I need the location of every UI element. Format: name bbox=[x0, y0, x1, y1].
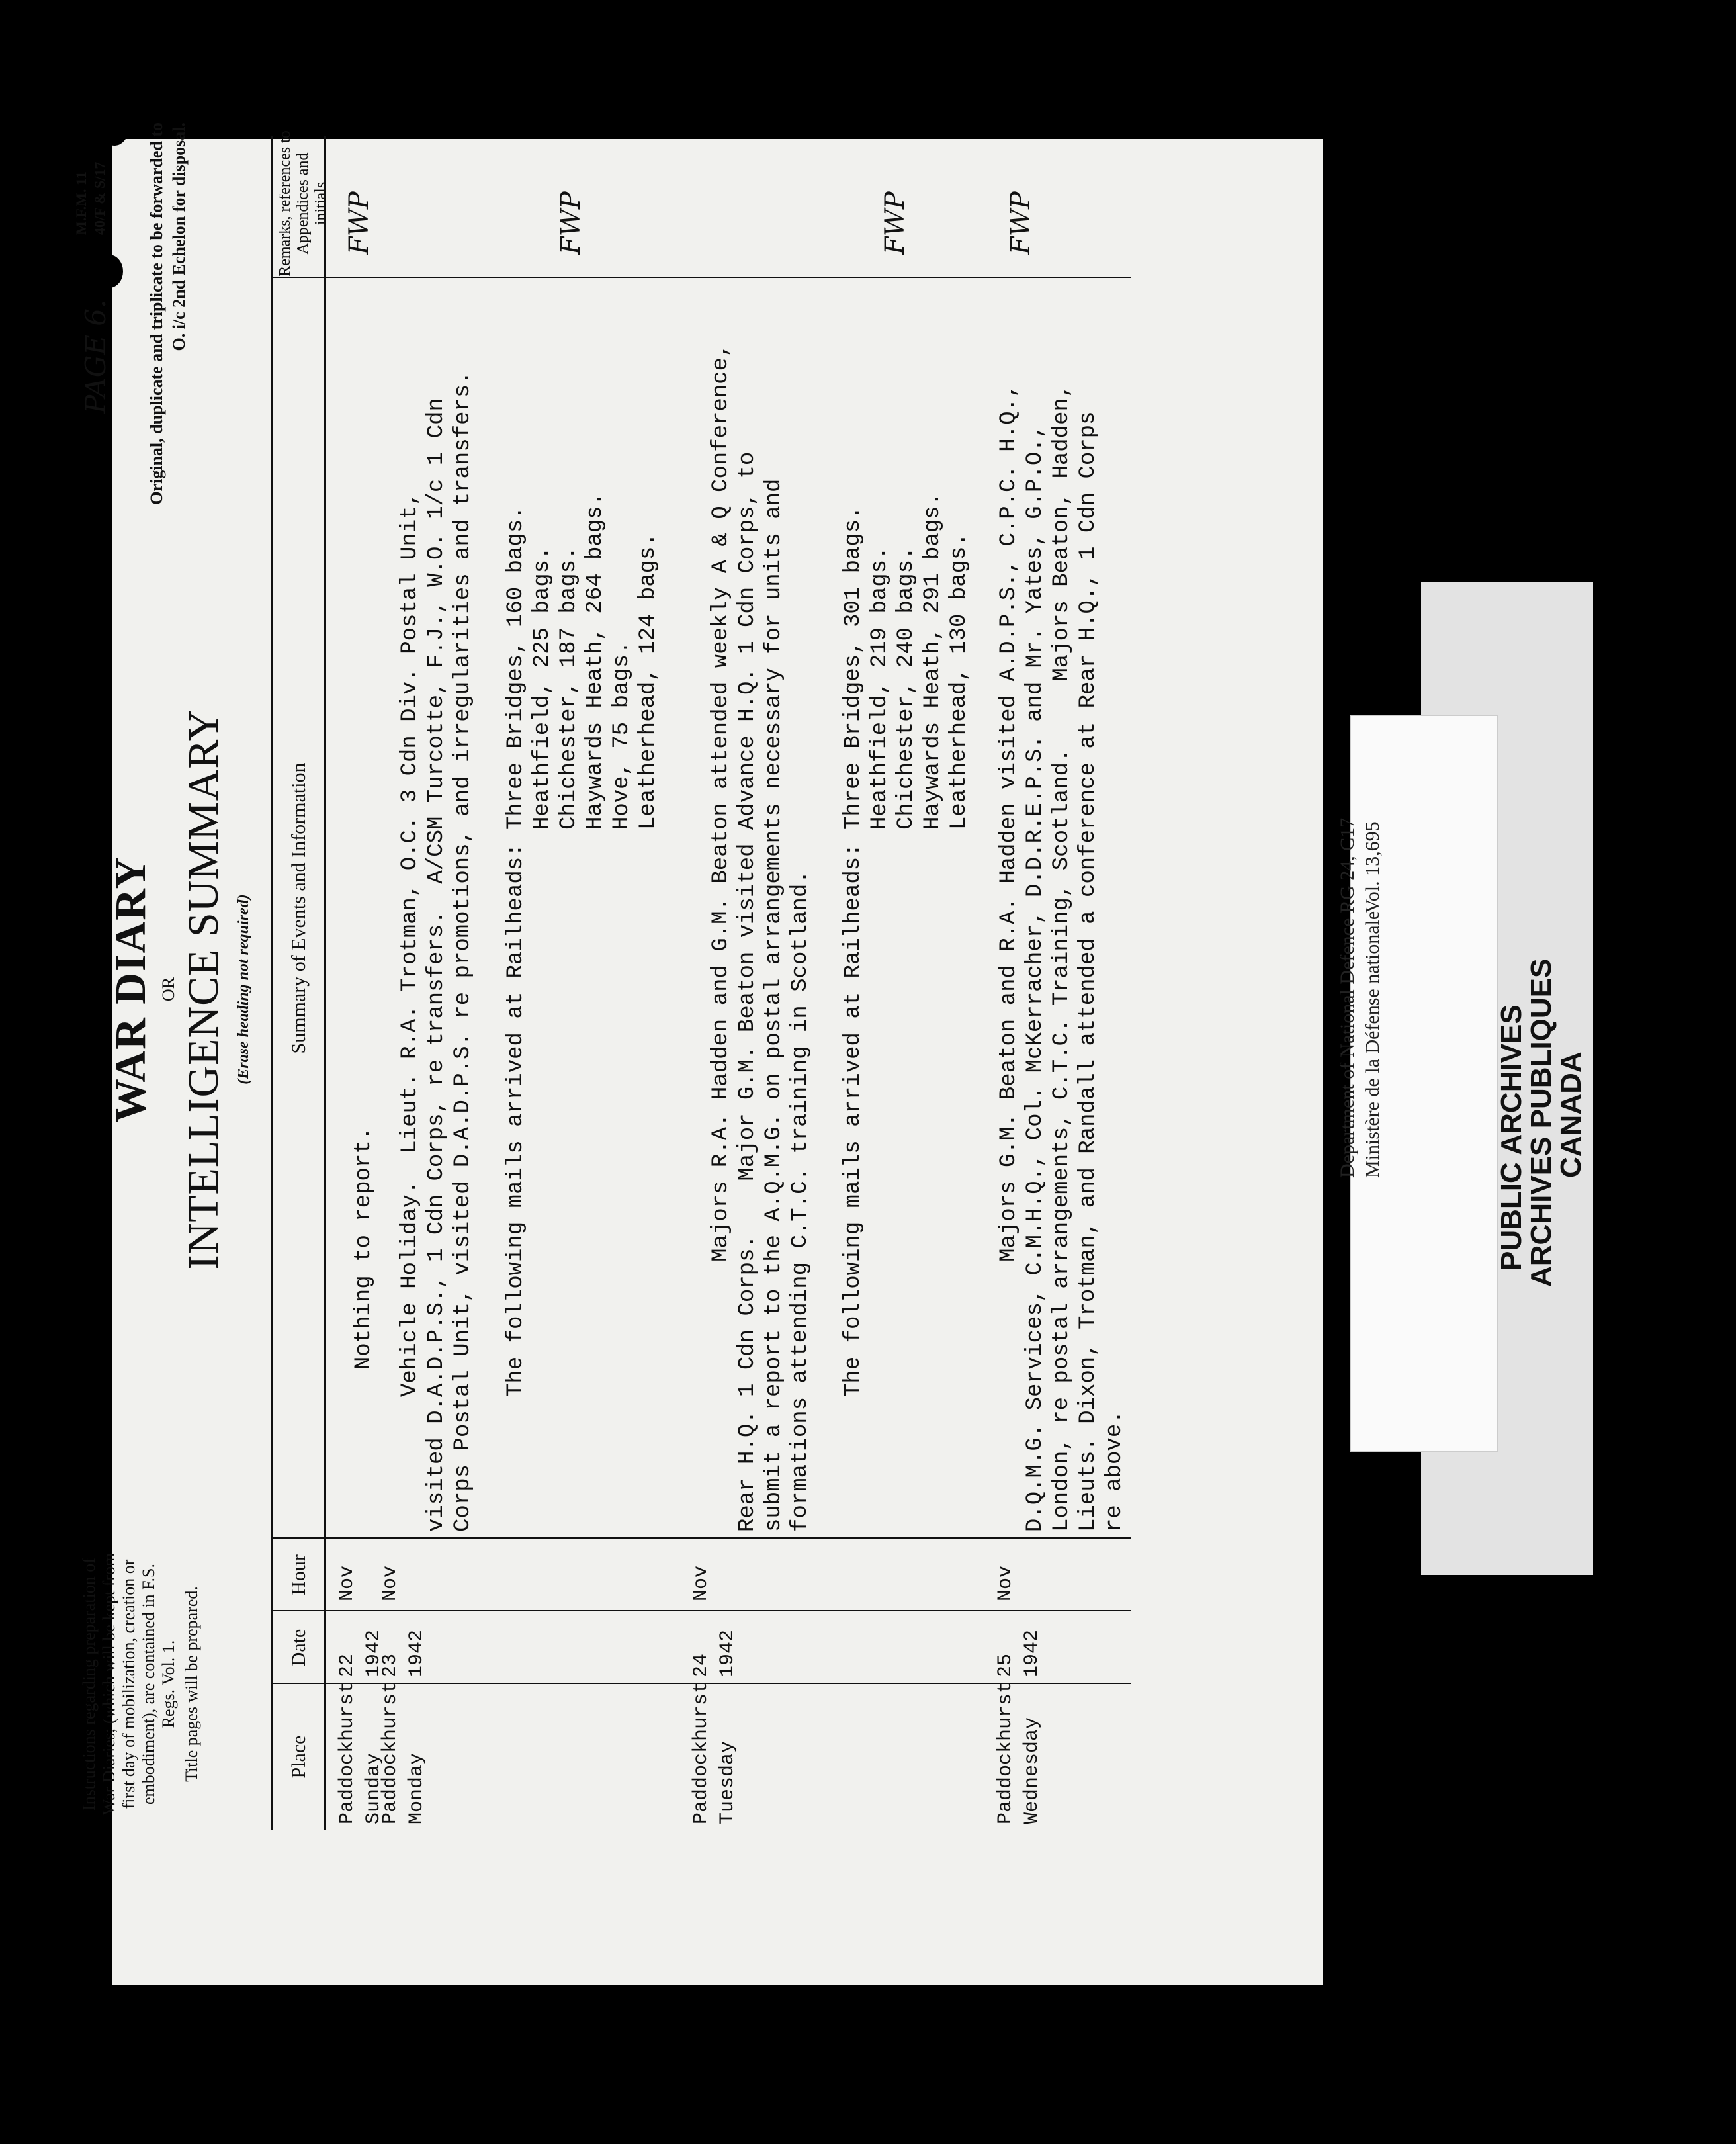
entry-text: Majors R.A. Hadden and G.M. Beaton attended weekly A & Q Conference, Rear H.Q. 1 Cdn Corps. Major G.M. Beaton visited Advance H.Q. 1 Cdn Corps, to submit a report to the A.Q.M.G. on postal arrangements necessary for units and formations attending C.T.C. training in Scotland. The following mails arrived at Railheads: Three Bridges, 301 bags. Heathfield, 219 bags. Chichester, 240 bags. Haywards Heath, 291 bags. Leatherhead, 130 bags. bbox=[709, 343, 972, 1532]
column-header-remarks: Remarks, references to Appendices and initials bbox=[277, 130, 329, 277]
column-header-date: Date bbox=[288, 1629, 310, 1667]
archive-ref: RG 24, C17 bbox=[1336, 817, 1358, 913]
archive-dept-fr: Ministère de la Défense nationale bbox=[1362, 911, 1383, 1178]
title-intelligence-summary: INTELLIGENCE SUMMARY bbox=[179, 709, 228, 1270]
entry-date: 22 1942 bbox=[336, 1629, 385, 1677]
entry-text: Nothing to report. bbox=[351, 1126, 376, 1532]
title-erase-note: (Erase heading not required) bbox=[235, 894, 252, 1085]
punch-hole-2 bbox=[101, 112, 128, 146]
entry-hour: Nov bbox=[690, 1565, 713, 1601]
disposal-note: Original, duplicate and triplicate to be forwarded to O. i/c 2nd Echelon for disposal. bbox=[147, 122, 189, 505]
war-diary-form bbox=[53, 109, 1145, 1843]
title-pages-note: Title pages will be prepared. bbox=[182, 1586, 201, 1782]
entry-hour: Nov bbox=[994, 1565, 1017, 1601]
entry-hour: Nov bbox=[336, 1565, 359, 1601]
entry-date: 25 1942 bbox=[994, 1629, 1043, 1677]
archive-vol: Vol. 13,695 bbox=[1362, 821, 1383, 913]
entry-initials: FWP bbox=[1006, 191, 1036, 255]
archive-dept-en: Department of National Defence bbox=[1336, 918, 1358, 1178]
form-code-2: 40/F & S/17 bbox=[91, 161, 108, 235]
form-code: M.F.M. 11 bbox=[73, 171, 89, 235]
entry-text: Majors G.M. Beaton and R.A. Hadden visited A.D.P.S., C.P.C. H.Q., D.Q.M.G. Services, C.M.H.Q., Col. McKerracher, D.D.R.E.P.S. and Mr. Yates, G.P.O., London, re postal arrangements, C.T.C. Training, Scotland. Majors Beaton, Hadden, Lieuts. Dixon, Trotman, and Randall attended a conference at Rear H.Q., 1 Cdn Corps re above. bbox=[996, 384, 1127, 1532]
entry-hour: Nov bbox=[379, 1565, 402, 1601]
entry-place: Paddockhurst Tuesday bbox=[690, 1681, 739, 1824]
instructions-text: Instructions regarding preparation of War Diaries; (which will be kept from first day of mobilization, creation or embodiment), are contained in F.S. Regs. Vol. 1. bbox=[79, 1552, 178, 1816]
archive-stamp-line1: PUBLIC ARCHIVES bbox=[1495, 1005, 1528, 1271]
entry-initials: FWP bbox=[344, 191, 374, 255]
entry-initials: FWP bbox=[556, 191, 586, 255]
entry-place: Paddockhurst Monday bbox=[379, 1681, 428, 1824]
title-war-diary: WAR DIARY bbox=[107, 856, 155, 1123]
entry-date: 23 1942 bbox=[379, 1629, 428, 1677]
column-header-place: Place bbox=[288, 1735, 310, 1779]
title-or: OR bbox=[159, 977, 178, 1002]
entry-place: Paddockhurst Sunday bbox=[336, 1681, 385, 1824]
archive-stamp-line2: ARCHIVES PUBLIQUES bbox=[1525, 958, 1557, 1287]
column-header-summary: Summary of Events and Information bbox=[288, 762, 310, 1054]
entry-initials: FWP bbox=[880, 191, 910, 255]
entry-text: Vehicle Holiday. Lieut. R.A. Trotman, O.C. 3 Cdn Div. Postal Unit, visited D.A.D.P.S., 1 Cdn Corps, re transfers. A/CSM Turcotte, F.J., W.O. 1/c 1 Cdn Corps Postal Unit, visited D.A.D.P.S. re promotions, and irregularities and transfers. The following mails arrived at Railheads: Three Bridges, 160 bags. Heathfield, 225 bags. Chichester, 187 bags. Haywards Heath, 264 bags. Hove, 75 bags. Leatherhead, 124 bags. bbox=[398, 371, 661, 1532]
punch-hole-1 bbox=[95, 255, 123, 288]
entry-date: 24 1942 bbox=[690, 1629, 739, 1677]
page-number-handwritten: PAGE 6. bbox=[79, 299, 112, 414]
column-header-hour: Hour bbox=[288, 1554, 310, 1595]
entry-place: Paddockhurst Wednesday bbox=[994, 1681, 1043, 1824]
archive-stamp-line3: CANADA bbox=[1555, 1051, 1587, 1178]
